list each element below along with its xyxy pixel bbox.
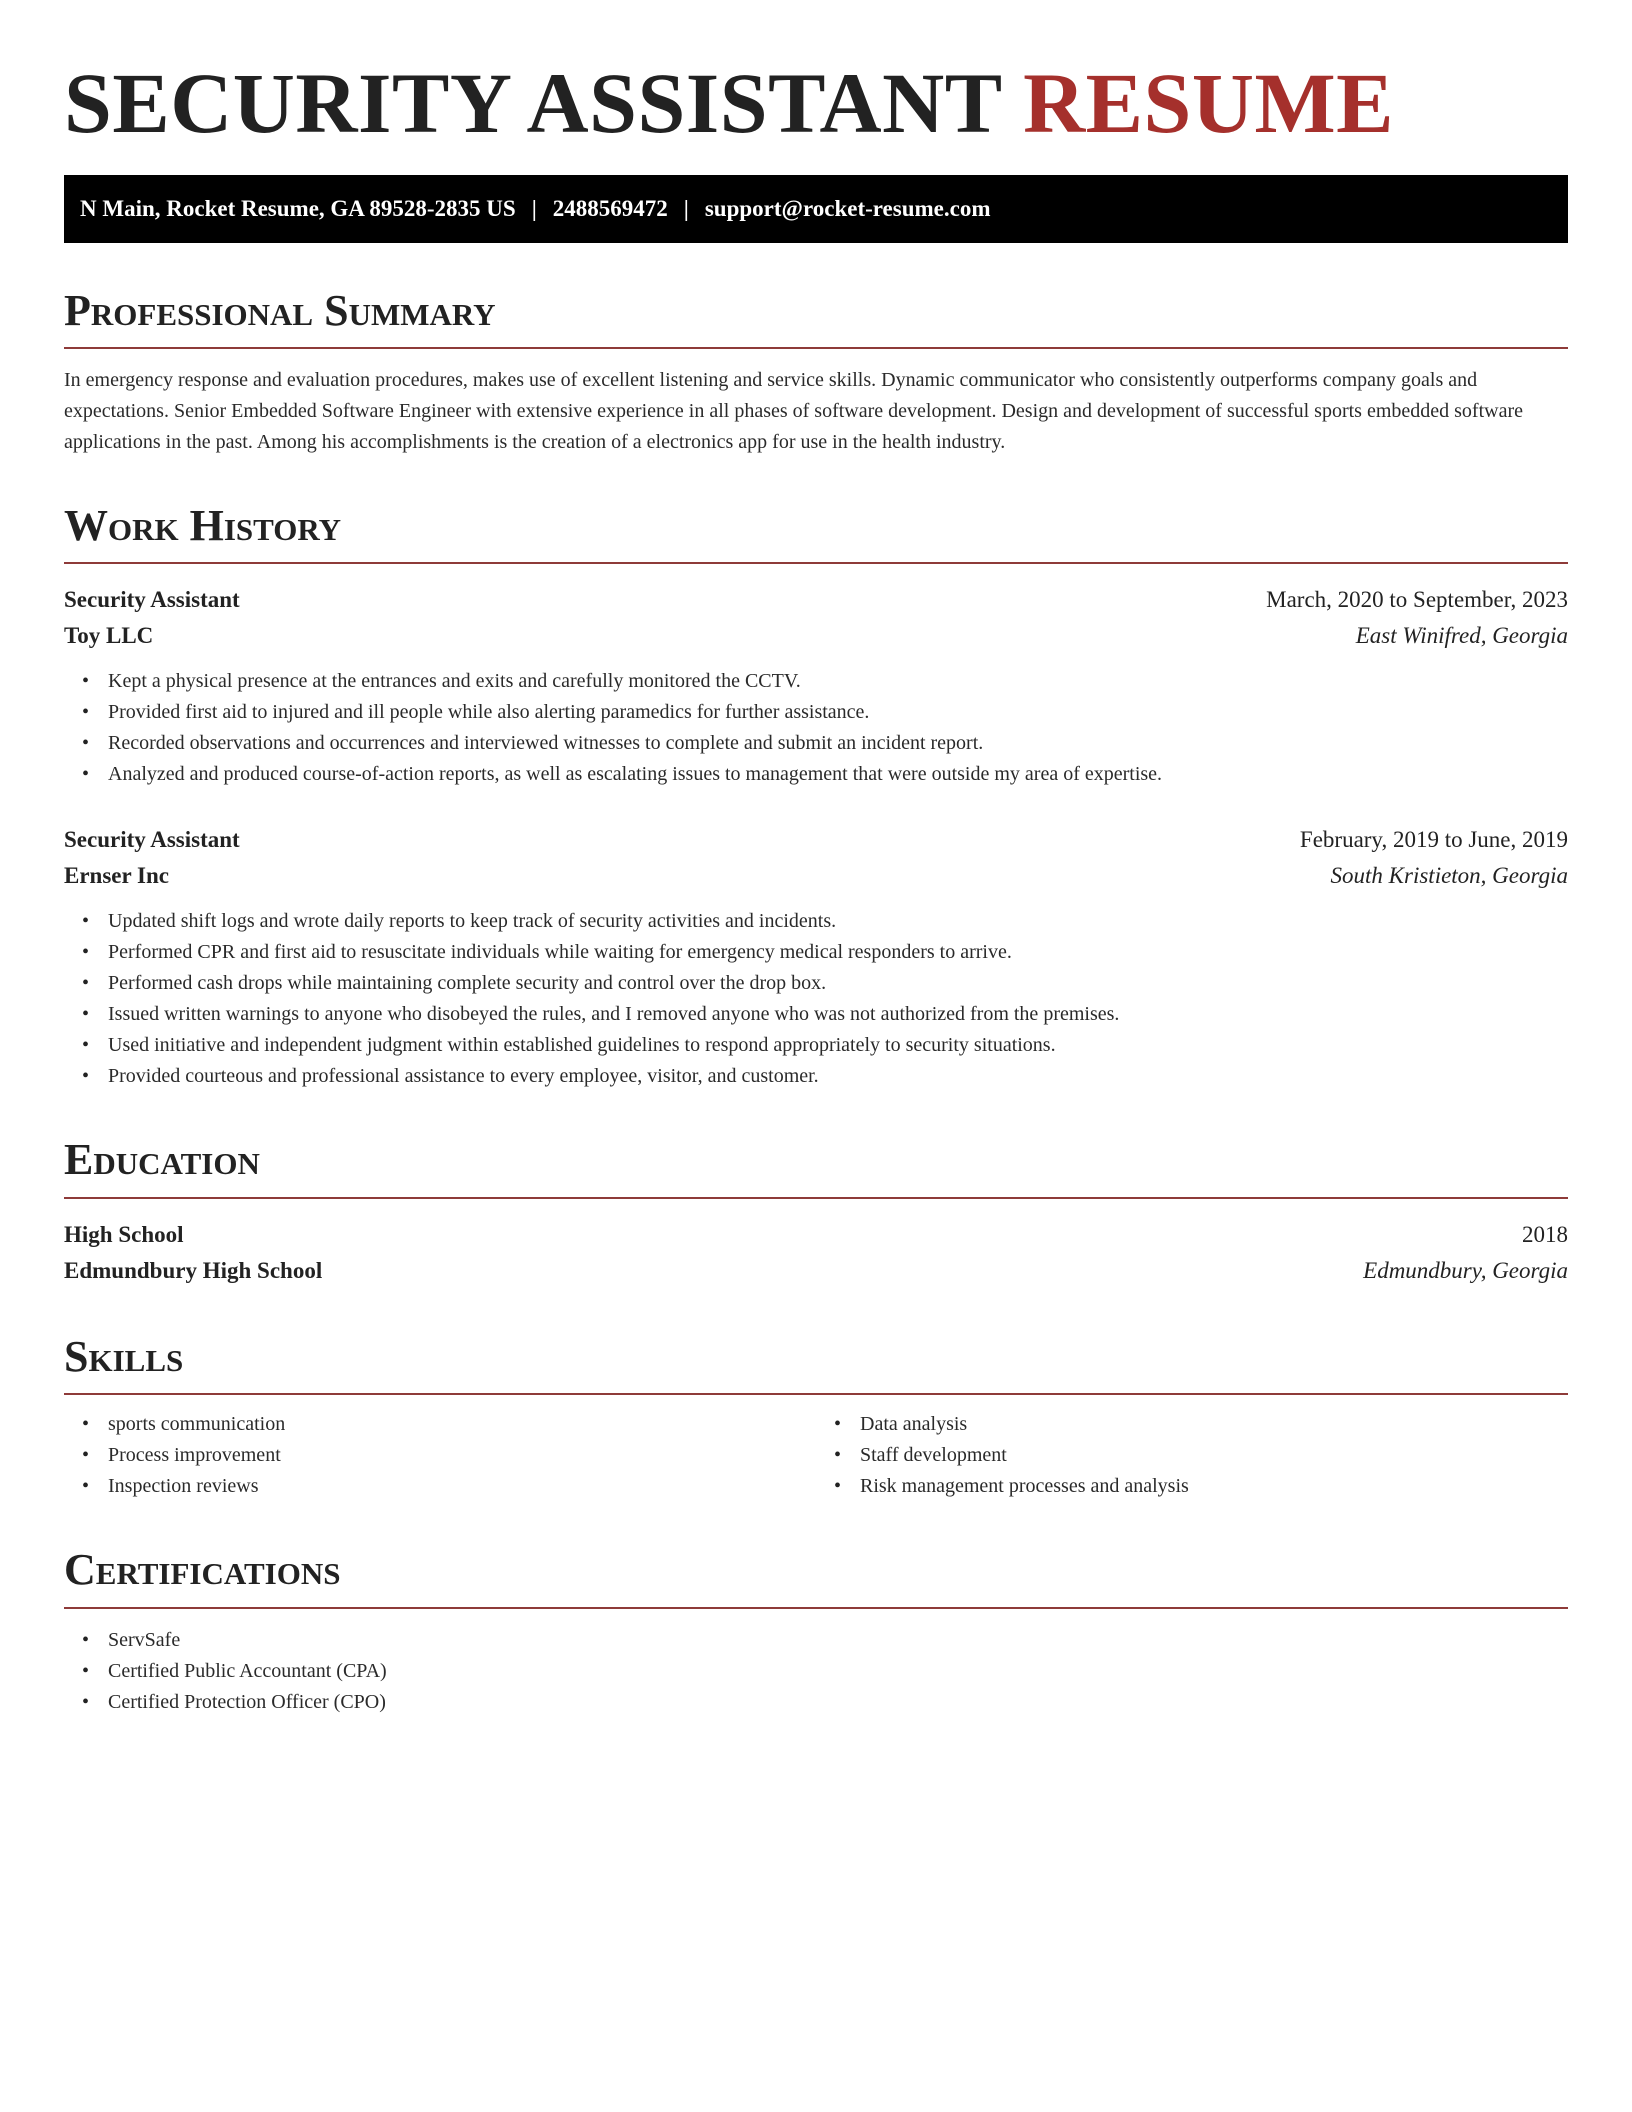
job-header-row (64, 822, 1568, 858)
job-company: Ernser Inc (64, 863, 169, 889)
job-duty: • Kept a physical presence at the entrances and exits and carefully monitored the CCTV. (108, 666, 1568, 697)
job-duty: • Recorded observations and occurrences and interviewed witnesses to complete and submit an incident report. (108, 728, 1568, 759)
contact-email: support@rocket-resume.com (704, 195, 991, 221)
education-location: Edmundbury, Georgia (1363, 1257, 1568, 1283)
job-title: Security Assistant (64, 587, 240, 613)
education-school-row (64, 1253, 1568, 1289)
skills-list-right (816, 1409, 1568, 1502)
job-location: East Winifred, Georgia (1355, 623, 1568, 649)
job-duty: • Updated shift logs and wrote daily reports to keep track of security activities and incidents. (108, 906, 1568, 937)
job-location: South Kristieton, Georgia (1330, 863, 1568, 889)
job-duties-list (64, 666, 1568, 790)
job-title: Security Assistant (64, 827, 240, 853)
resume-title (64, 56, 1568, 151)
job-duties-list (64, 906, 1568, 1092)
contact-separator: | (683, 195, 689, 221)
job-company: Toy LLC (64, 623, 154, 649)
certification-item: • Certified Protection Officer (CPO) (108, 1687, 1568, 1718)
work-history-heading: Work History (64, 502, 1568, 564)
job-entry (64, 582, 1568, 790)
education-year: 2018 (1522, 1221, 1568, 1247)
skill-item: • Data analysis (860, 1409, 1568, 1440)
skills-heading: Skills (64, 1333, 1568, 1395)
education-entry (64, 1217, 1568, 1289)
education-degree: High School (64, 1221, 184, 1247)
contact-separator: | (531, 195, 537, 221)
education-heading: Education (64, 1136, 1568, 1198)
skill-item: • Process improvement (108, 1440, 816, 1471)
skills-columns (64, 1409, 1568, 1502)
job-duty: • Performed CPR and first aid to resuscitate individuals while waiting for emergency medical responders to arrive. (108, 937, 1568, 968)
job-duty: • Used initiative and independent judgment within established guidelines to respond appropriately to security situations. (108, 1030, 1568, 1061)
job-dates: February, 2019 to June, 2019 (1299, 827, 1568, 853)
job-header-row (64, 582, 1568, 618)
certification-item: • ServSafe (108, 1625, 1568, 1656)
certifications-list (64, 1625, 1568, 1718)
contact-address: N Main, Rocket Resume, GA 89528-2835 US (80, 195, 516, 221)
certifications-heading: Certifications (64, 1546, 1568, 1608)
title-accent: RESUME (1023, 55, 1395, 151)
summary-heading: Professional Summary (64, 287, 1568, 349)
title-main: SECURITY ASSISTANT (64, 55, 1002, 151)
job-duty: • Issued written warnings to anyone who disobeyed the rules, and I removed anyone who was not authorized from the premises. (108, 999, 1568, 1030)
skill-item: • Risk management processes and analysis (860, 1471, 1568, 1502)
job-company-row (64, 618, 1568, 654)
job-dates: March, 2020 to September, 2023 (1266, 587, 1568, 613)
job-duty: • Provided courteous and professional assistance to every employee, visitor, and customer. (108, 1061, 1568, 1092)
skill-item: • sports communication (108, 1409, 816, 1440)
certifications-section (64, 1625, 1568, 1718)
education-school: Edmundbury High School (64, 1257, 323, 1283)
job-duty: • Provided first aid to injured and ill people while also alerting paramedics for further assistance. (108, 697, 1568, 728)
contact-bar (64, 175, 1568, 243)
skill-item: • Staff development (860, 1440, 1568, 1471)
job-entry (64, 822, 1568, 1092)
contact-phone: 2488569472 (552, 195, 668, 221)
skill-item: • Inspection reviews (108, 1471, 816, 1502)
education-degree-row (64, 1217, 1568, 1253)
job-company-row (64, 858, 1568, 894)
summary-text: In emergency response and evaluation procedures, makes use of excellent listening and service skills. Dynamic communicator who consistently outperforms company goals and expectations. Senior Embedded Software Engineer with extensive experience in all phases of software development. Design and development of successful sports embedded software applications in the past. Among his accomplishments is the creation of a electronics app for use in the health industry. (64, 368, 1523, 453)
job-duty: • Performed cash drops while maintaining complete security and control over the drop box. (108, 968, 1568, 999)
job-duty: • Analyzed and produced course-of-action reports, as well as escalating issues to management that were outside my area of expertise. (108, 759, 1568, 790)
certification-item: • Certified Public Accountant (CPA) (108, 1656, 1568, 1687)
skills-list-left (64, 1409, 816, 1502)
